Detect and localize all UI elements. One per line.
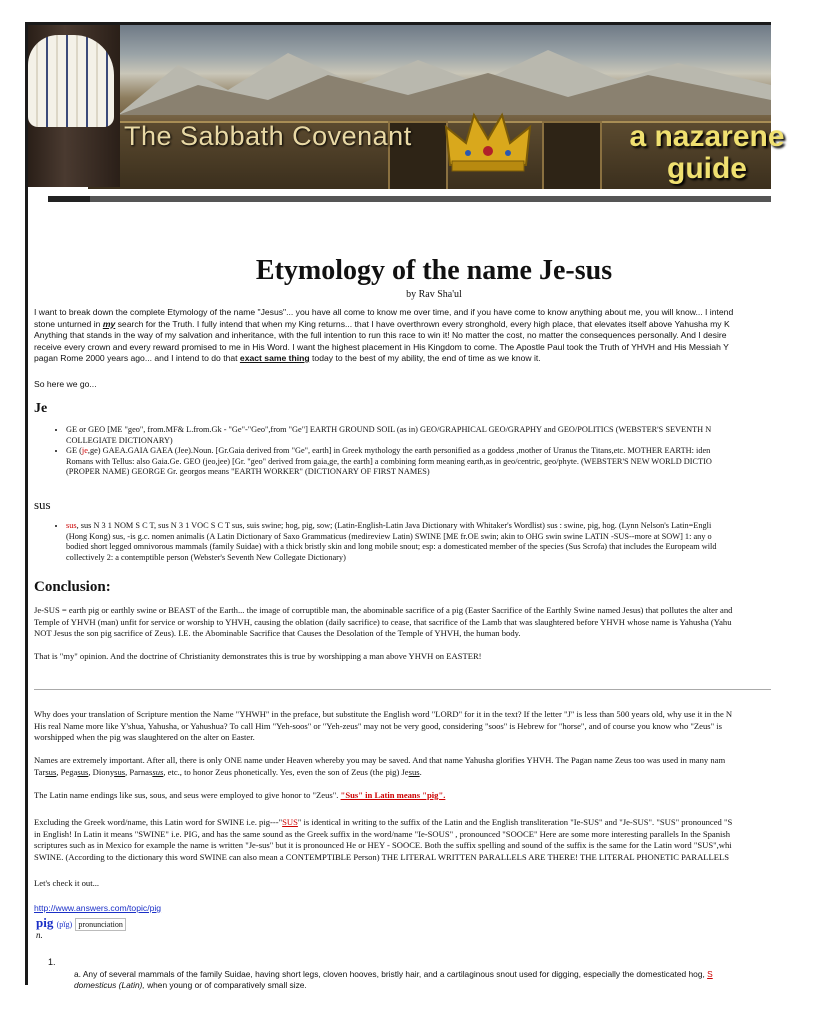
pig-word: pig: [36, 915, 54, 930]
check-text: Let's check it out...: [34, 878, 100, 888]
page-frame: [25, 22, 785, 990]
mountain-range-graphic: [28, 45, 771, 115]
emphasis-exact-same-thing: exact same thing: [239, 353, 310, 363]
crown-icon: [440, 105, 536, 175]
part-of-speech: n.: [36, 930, 43, 940]
section-divider: [34, 689, 771, 690]
names-paragraph: Names are extremely important. After all, there is only ONE name under Heaven whereby you may be saved. And that name Yahusha glorifies YHVH. The Pagan name Zeus too was used in many nam Tarsus, Pegasus, Dionysus, Parnassus, etc., to honor Zeus phonetically. Yes, even the son of Zeus (the pig) Jesus.: [34, 755, 726, 777]
intro-line: Anything that stands in the way of my salvation and inheritance, with the full intention to run this race to win it! No matter the cost, no matter the consequences personally. And I desire: [34, 330, 727, 340]
heading-conclusion: Conclusion:: [34, 579, 111, 595]
opinion-text: That is "my" opinion. And the doctrine of Christianity demonstrates this is true by worshipping a man above YHVH on EASTER!: [34, 651, 482, 661]
heading-je: Je: [34, 401, 48, 416]
gate-right: [542, 121, 602, 189]
article-title: Etymology of the name Je-sus: [255, 255, 613, 286]
site-banner: [28, 25, 785, 187]
answers-pig-link[interactable]: http://www.answers.com/topic/pig: [34, 903, 162, 913]
heading-sus: sus: [34, 497, 51, 512]
conclusion-paragraph: Je-SUS = earth pig or earthly swine or BEAST of the Earth... the image of corruptible man, the abominable sacrifice of a pig (Easter Sacrifice of the Earthly Swine named Jesus) that pollutes the alter and Temple of YHVH (man) unfit for service or worship to YHVH, causing the oblation (daily sacrifice) to cease, that sacrifice of the Lamb that was slaughtered before YHVH whose name is Yahusha (Yahu NOT Jesus the son pig sacrifice of Zeus). I.E. the Abominable Sacrifice that Causes the Desolation of the Temple of YHVH, the human body.: [34, 605, 733, 638]
intro-line: stone unturned in my search for the Truth. I fully intend that when my King returns... that I have overthrown every stronghold, every high place, that elevates itself above Yahusha my K: [34, 318, 730, 329]
list-item: • GE or GEO [ME "geo", from.MF& L.from.Gk - "Ge"-"Geo",from "Ge"] EARTH GROUND SOIL (as in) GEO/GRAPHICAL GEO/GRAPHY and GEO/POLITICS (WEBSTER'S SEVENTH N COLLEGIATE DICTIONARY): [66, 425, 806, 446]
pig-entry-heading: [36, 915, 126, 931]
sus-scrofa-link[interactable]: S: [707, 969, 713, 979]
banner-subtitle-line2: guide: [667, 152, 747, 185]
emphasis-my: my: [102, 318, 116, 329]
intro-line: receive every crown and every reward promised to me in His Word. I want the highest placement in His Kingdom to come. The Apostle Paul took the Truth of YHVH and His Messiah Y: [34, 341, 729, 352]
banner-subtitle: [622, 121, 792, 185]
intro-line: pagan Rome 2000 years ago... and I intend to do that exact same thing today to the best of my ability, the end of time as we know it.: [34, 353, 541, 363]
banner-divider: [48, 196, 771, 202]
latin-paragraph: The Latin name endings like sus, sous, and seus were employed to give honor to "Zeus". "Sus" in Latin means "pig".: [34, 790, 446, 800]
intro-paragraph: [34, 307, 794, 365]
why-paragraph: Why does your translation of Scripture mention the Name "YHWH" in the preface, but substitute the English word "LORD" for it in the text? If the letter "J" is less than 500 years old, why use it in the N His real Name more like Y'shua, Yahusha, or Yahushua? To call Him "Yeh-soos" or "Yeh-zeus" may not be very good, considering "soos" is Hebrew for "horse", and of course you know who "Zeus" is worshipped when the pig was slaughtered on the alter on Easter.: [34, 709, 733, 742]
banner-title: The Sabbath Covenant: [124, 121, 412, 151]
pronunciation-button[interactable]: pronunciation: [75, 918, 125, 931]
praying-man-image: [28, 25, 120, 187]
banner-subtitle-line1: a nazarene: [629, 120, 785, 153]
byline: by Rav Sha'ul: [406, 289, 462, 300]
tallit-shawl: [28, 35, 114, 127]
intro-line: I want to break down the complete Etymology of the name "Jesus"... you have all come to know me over time, and if you have come to know anything about me, you will know... I intend: [34, 307, 734, 317]
excluding-paragraph: Excluding the Greek word/name, this Latin word for SWINE i.e. pig---"SUS" is identical in writing to the suffix of the Latin and the English transliteration "Ie-SUS" and "Je-SUS". "SUS" pronounced "S in English! In Latin it means "SWINE" i.e. PIG, and has the same sound as the Greek suffix in the word/name "Ie-SOUS" , pronounced "SOOCE" Here are some more interesting parallels In the Spanish scriptures such as in Mexico for example the name is written "Je-sus" but it is pronounced He or HEY - SOOCE. Both the suffix spelling and sound of the suffix is the same for the Latin word "SUS",whi SWINE. (According to the dictionary this word SWINE can also mean a CONTEMPTIBLE Person) THE LITERAL WRITTEN PARALLELS ARE THERE! THE LITERAL PHONETIC PARALLELS: [34, 817, 733, 862]
definition-number: 1.: [48, 957, 56, 967]
list-item: • sus, sus N 3 1 NOM S C T, sus N 3 1 VOC S C T sus, suis swine; hog, pig, sow; (Latin-English-Latin Java Dictionary with Whitaker's Wordlist) sus : swine, pig, hog. (Lynn Nelson's Latin=Engli (Hong Kong) sus, -is g.c. nomen animalis (A Latin Dictionary of Saxo Grammaticus (medireview Latin) SWINE [ME fr.OE swin; akin to OHG swin swine LATIN -SUS--more at SOW] 1: any o bodied short legged omnivorous mammals (family Suidae) with a thick bristly skin and long mobile snout; esp: a domesticated member of the species (Sus Scrofa) that includes the Europeam wild collectively 2: a contemptible person (Webster's Seventh New Collegate Dictionary): [66, 521, 806, 563]
definition-a: a. Any of several mammals of the family Suidae, having short legs, cloven hooves, bristly hair, and a cartilaginous snout used for digging, especially the domesticated hog, S domesticus (Latin), when young or of comparatively small size.: [74, 969, 713, 990]
sus-means-pig-link[interactable]: "Sus" in Latin means "pig".: [340, 790, 446, 800]
list-item: • GE (je,ge) GAEA.GAIA GAEA (Jee).Noun. [Gr.Gaia derived from "Ge", earth] in Greek mythology the earth personified as a goddess ,mother of Uranus the Titans,etc. MOTHER EARTH: iden Romans with Tellus: also Gaia.Ge. GEO (jeo,jee) [Gr. "geo" derived from gaia,ge, the earth] a combining form meaning earth,as in geo/centric, geo/phyte. (WEBSTER'S NEW WORLD DICTIO (PROPER NAME) GEORGE Gr. georgos means "EARTH WORKER" (DICTIONARY OF FIRST NAMES): [66, 446, 806, 478]
sus-link[interactable]: SUS: [282, 817, 298, 827]
so-here-text: So here we go...: [34, 379, 97, 389]
sus-list: [34, 521, 806, 563]
pig-pronunciation: (pĭg): [56, 920, 73, 929]
je-list: [34, 425, 806, 478]
